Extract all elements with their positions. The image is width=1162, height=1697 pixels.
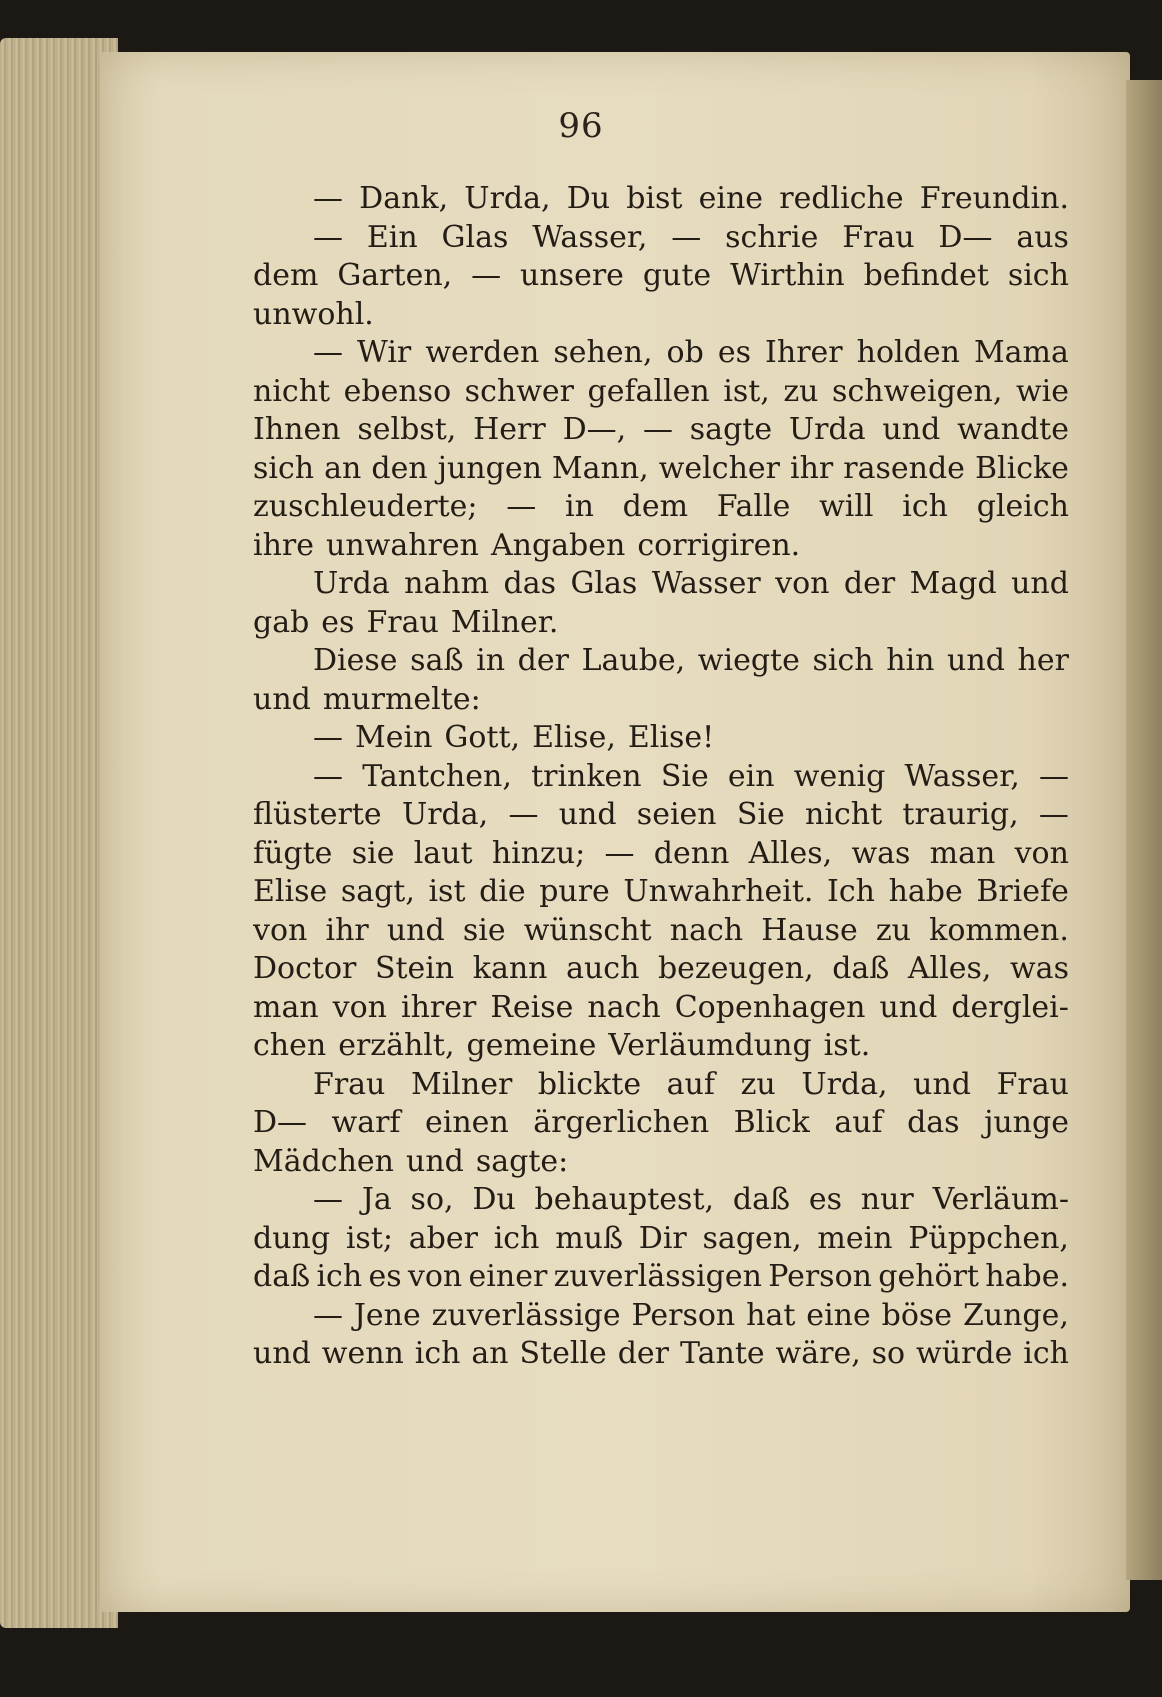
- text-line: — Mein Gott, Elise, Elise!: [313, 720, 715, 755]
- page-number: 96: [558, 106, 604, 146]
- text-line: D— warf einen ärgerlichen Blick auf das junge: [253, 1105, 1069, 1140]
- text-line: dung ist; aber ich muß Dir sagen, mein Püppchen,: [253, 1220, 1069, 1256]
- text-line: nicht ebenso schwer gefallen ist, zu schweigen, wie: [253, 373, 1069, 409]
- text-line: — Wir werden sehen, ob es Ihrer holden Mama: [313, 335, 1069, 370]
- text-line: gab es Frau Milner.: [253, 604, 559, 640]
- text-line: — Tantchen, trinken Sie ein wenig Wasser, —: [313, 758, 1069, 794]
- text-line: Ihnen selbst, Herr D—, — sagte Urda und wandte: [253, 412, 1069, 447]
- text-line: von ihr und sie wünscht nach Hause zu kommen.: [253, 912, 1069, 948]
- text-line: und wenn ich an Stelle der Tante wäre, so würde ich: [253, 1336, 1069, 1371]
- text-line: — Jene zuverlässige Person hat eine böse Zunge,: [313, 1297, 1069, 1333]
- text-line: Doctor Stein kann auch bezeugen, daß Alles, was: [253, 951, 1069, 986]
- text-line: ihre unwahren Angaben corrigiren.: [253, 527, 801, 563]
- text-line: Diese saß in der Laube, wiegte sich hin und her: [313, 643, 1069, 678]
- text-line: — Ja so, Du behauptest, daß es nur Verläum-: [313, 1182, 1069, 1217]
- text-line: Urda nahm das Glas Wasser von der Magd und: [313, 566, 1069, 601]
- text-line: daß ich es von einer zuverlässigen Person gehört habe.: [253, 1259, 1069, 1294]
- text-line: flüsterte Urda, — und seien Sie nicht traurig, —: [253, 797, 1069, 832]
- text-line: und murmelte:: [253, 681, 481, 717]
- text-line: sich an den jungen Mann, welcher ihr rasende Blicke: [253, 450, 1069, 486]
- text-line: Frau Milner blickte auf zu Urda, und Frau: [313, 1066, 1069, 1102]
- text-line: zuschleuderte; — in dem Falle will ich gleich: [253, 489, 1069, 524]
- text-line: man von ihrer Reise nach Copenhagen und derglei-: [253, 989, 1069, 1025]
- text-line: dem Garten, — unsere gute Wirthin befindet sich: [253, 258, 1069, 293]
- text-line: Elise sagt, ist die pure Unwahrheit. Ich habe Briefe: [253, 874, 1069, 909]
- text-line: Mädchen und sagte:: [253, 1143, 569, 1179]
- facing-page-edge: [1126, 80, 1162, 1580]
- text-line: — Ein Glas Wasser, — schrie Frau D— aus: [313, 219, 1069, 255]
- body-text: [253, 180, 1069, 1374]
- text-line: fügte sie laut hinzu; — denn Alles, was man von: [253, 835, 1069, 871]
- text-line: chen erzählt, gemeine Verläumdung ist.: [253, 1028, 871, 1063]
- text-line: unwohl.: [253, 296, 374, 332]
- text-line: — Dank, Urda, Du bist eine redliche Freundin.: [313, 181, 1069, 216]
